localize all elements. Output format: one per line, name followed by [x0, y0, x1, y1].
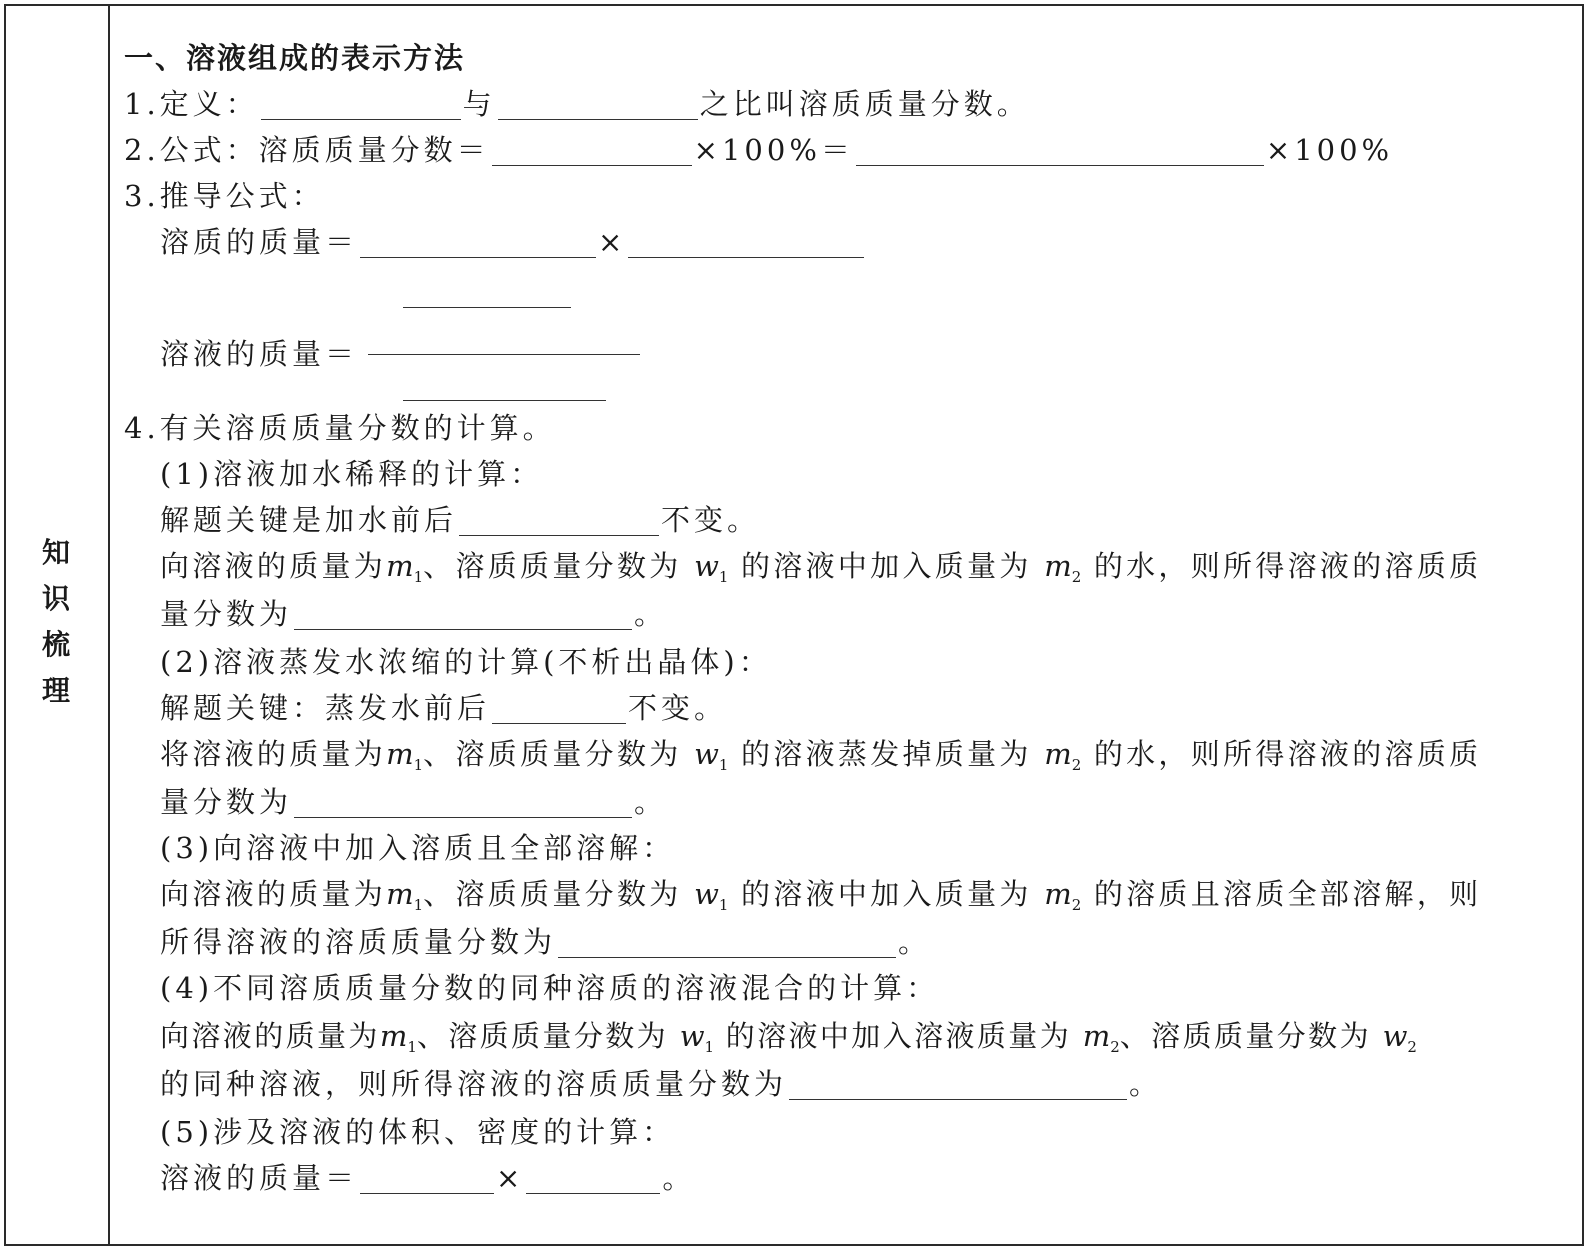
part1-question	[160, 546, 1481, 597]
var-m: m	[386, 737, 414, 771]
blank-field[interactable]	[261, 89, 461, 120]
section-title: 一、溶液组成的表示方法	[124, 41, 466, 75]
question-text: 的溶液中加入质量为	[741, 549, 1032, 583]
definition-mid: 与	[462, 87, 496, 121]
subscript: 2	[1407, 1038, 1417, 1056]
side-label-char: 知	[41, 536, 70, 569]
blank-field[interactable]	[628, 227, 864, 258]
part3-title: (3)向溶液中加入溶质且全部溶解：	[160, 831, 676, 865]
blank-field[interactable]	[498, 89, 698, 120]
question-text: 的水，则所得溶液的溶质质	[1093, 549, 1482, 583]
blank-field[interactable]	[294, 787, 632, 818]
var-m: m	[379, 1019, 408, 1053]
question-text: 的水，则所得溶液的溶质质	[1093, 737, 1482, 771]
subscript: 1	[704, 1038, 715, 1056]
definition-prefix: 1.定义：	[124, 87, 259, 121]
subscript: 2	[1110, 1038, 1120, 1056]
question-text: 向溶液的质量为	[160, 1019, 380, 1053]
var-m: m	[1082, 1019, 1111, 1053]
question-text: 、溶质质量分数为	[423, 737, 682, 771]
item-formula	[124, 130, 1393, 170]
question-text: 将溶液的质量为	[160, 737, 387, 771]
part1-answer	[160, 594, 667, 634]
question-text: 、溶质质量分数为	[423, 877, 682, 911]
blank-field[interactable]	[459, 505, 659, 536]
side-label-char: 理	[41, 674, 70, 707]
question-text: 量分数为	[160, 785, 293, 819]
part2-key-suffix: 不变。	[628, 691, 728, 725]
part4-answer	[160, 1064, 1162, 1104]
blank-field[interactable]	[856, 135, 1264, 166]
subscript: 2	[1071, 896, 1082, 914]
period: 。	[634, 597, 668, 631]
question-text: 的同种溶液，则所得溶液的溶质质量分数为	[160, 1067, 788, 1101]
part3-question	[160, 874, 1481, 925]
part1-key-prefix: 解题关键是加水前后	[160, 503, 458, 537]
period: 。	[634, 785, 668, 819]
question-text: 的溶质且溶质全部溶解，则	[1093, 877, 1482, 911]
question-text: 、溶质质量分数为	[416, 1019, 669, 1053]
var-m: m	[386, 877, 414, 911]
var-w: w	[694, 737, 719, 771]
part5-title: (5)涉及溶液的体积、密度的计算：	[160, 1115, 676, 1149]
var-m: m	[386, 549, 414, 583]
column-divider	[108, 4, 110, 1246]
part3-answer	[160, 922, 931, 962]
part2-answer	[160, 782, 667, 822]
var-w: w	[694, 549, 719, 583]
var-w: w	[694, 877, 719, 911]
subscript: 1	[407, 1038, 417, 1056]
solution-mass-label: 溶液的质量＝	[160, 337, 359, 371]
subscript: 2	[1071, 756, 1082, 774]
definition-suffix: 之比叫溶质质量分数。	[699, 87, 1030, 121]
blank-field[interactable]	[492, 135, 692, 166]
fraction-numerator-blank[interactable]	[403, 307, 571, 308]
solution-mass-line	[160, 334, 358, 374]
side-label-char: 梳	[41, 628, 70, 661]
solution-mass-label: 溶液的质量＝	[160, 1161, 359, 1195]
question-text: 向溶液的质量为	[160, 877, 387, 911]
blank-field[interactable]	[294, 599, 632, 630]
part2-title: (2)溶液蒸发水浓缩的计算(不析出晶体)：	[160, 645, 772, 679]
period: 。	[1129, 1067, 1163, 1101]
question-text: 、溶质质量分数为	[423, 549, 682, 583]
var-m: m	[1044, 877, 1072, 911]
var-w: w	[679, 1019, 705, 1053]
question-text: 、溶质质量分数为	[1119, 1019, 1371, 1053]
part2-key	[160, 688, 727, 728]
period: 。	[662, 1161, 696, 1195]
subscript: 1	[413, 568, 424, 586]
times-sign: ×	[496, 1161, 525, 1195]
subscript: 1	[413, 896, 424, 914]
part2-key-prefix: 解题关键：蒸发水前后	[160, 691, 491, 725]
question-text: 的溶液蒸发掉质量为	[741, 737, 1032, 771]
var-w: w	[1382, 1019, 1408, 1053]
var-m: m	[1044, 737, 1072, 771]
subscript: 1	[718, 756, 729, 774]
question-text: 量分数为	[160, 597, 293, 631]
blank-field[interactable]	[789, 1069, 1127, 1100]
times-sign: ×	[598, 225, 627, 259]
question-text: 向溶液的质量为	[160, 549, 387, 583]
blank-field[interactable]	[360, 1163, 494, 1194]
formula-suffix: ×100%	[1265, 133, 1394, 167]
blank-field[interactable]	[558, 927, 896, 958]
part4-title: (4)不同溶质质量分数的同种溶质的溶液混合的计算：	[160, 971, 940, 1005]
fraction-denominator-blank[interactable]	[403, 400, 606, 401]
question-text: 的溶液中加入质量为	[741, 877, 1032, 911]
subscript: 1	[718, 896, 729, 914]
part1-key-suffix: 不变。	[661, 503, 761, 537]
part5-formula	[160, 1158, 695, 1198]
subscript: 1	[413, 756, 424, 774]
fraction-bar	[368, 354, 640, 355]
subscript: 2	[1071, 568, 1082, 586]
solute-mass-label: 溶质的质量＝	[160, 225, 359, 259]
part4-question	[160, 1016, 1417, 1067]
formula-prefix: 2.公式：溶质质量分数＝	[124, 133, 490, 167]
blank-field[interactable]	[526, 1163, 660, 1194]
blank-field[interactable]	[492, 693, 626, 724]
side-label-char: 识	[41, 582, 70, 615]
question-text: 所得溶液的溶质质量分数为	[160, 925, 557, 959]
part2-question	[160, 734, 1481, 785]
part1-title: (1)溶液加水稀释的计算：	[160, 457, 544, 491]
item-calc-title: 4.有关溶质质量分数的计算。	[124, 411, 556, 445]
var-m: m	[1044, 549, 1072, 583]
part1-key	[160, 500, 760, 540]
item-derived-title: 3.推导公式：	[124, 179, 325, 213]
blank-field[interactable]	[360, 227, 596, 258]
solute-mass-line	[160, 222, 866, 262]
period: 。	[898, 925, 932, 959]
side-label	[30, 530, 82, 714]
question-text: 的溶液中加入溶液质量为	[725, 1019, 1072, 1053]
item-definition	[124, 84, 1030, 124]
formula-mid: ×100%＝	[693, 133, 854, 167]
subscript: 1	[718, 568, 729, 586]
